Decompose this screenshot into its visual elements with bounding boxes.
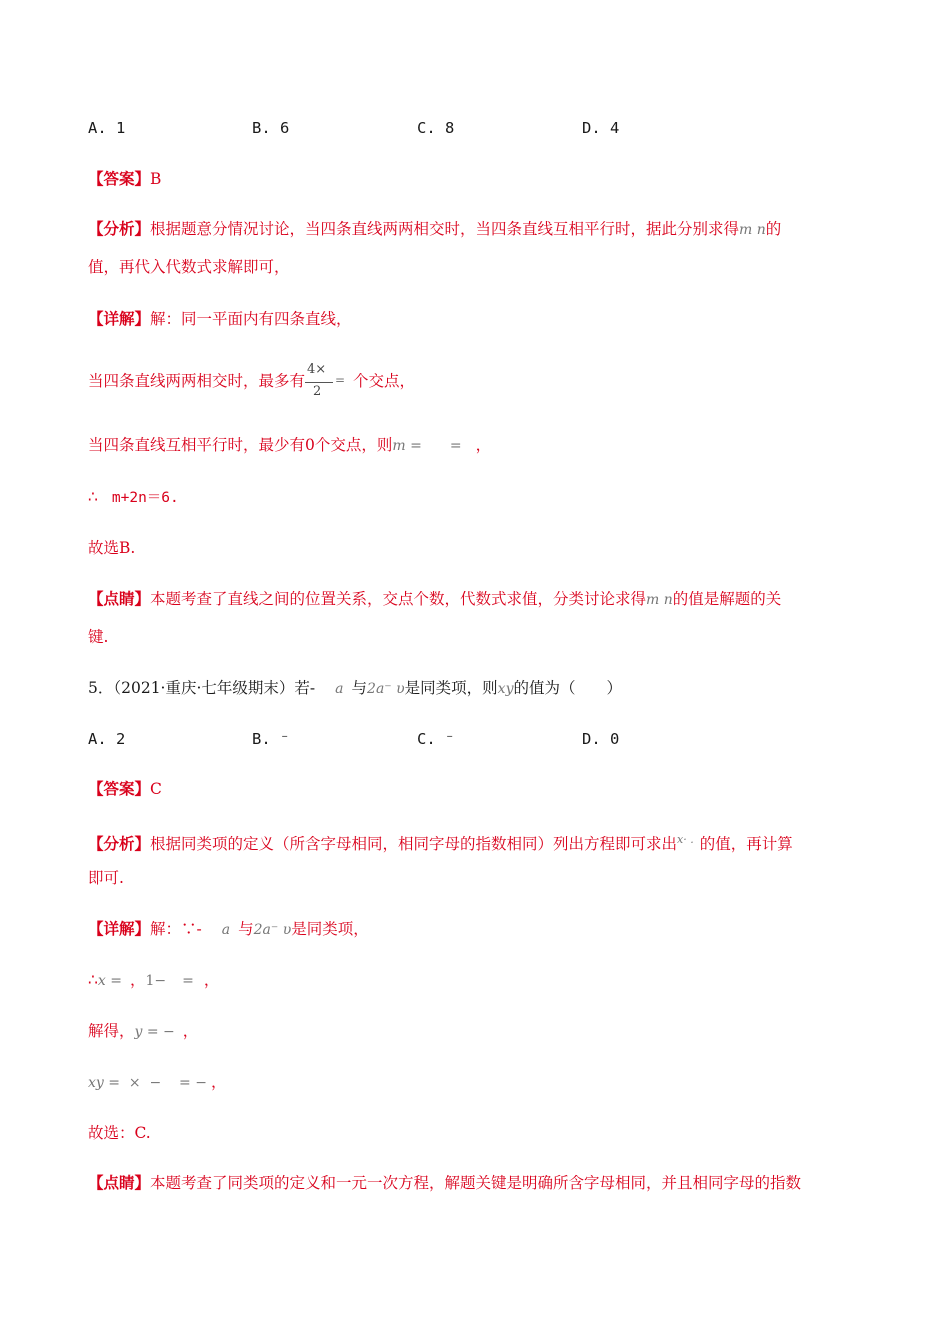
q5-analysis-line-2: 即可. <box>88 869 124 887</box>
q4-detail-text-2b: 个交点， <box>353 372 416 390</box>
q5-detail-math-1: a <box>221 922 231 938</box>
q5-detail-therefore: ∴ <box>88 971 98 989</box>
q5-detail-text-4b: ， <box>210 1073 227 1091</box>
q5-point-line-1 <box>88 1172 801 1194</box>
q4-point-tag: 【点睛】 <box>88 589 151 608</box>
q4-detail-text-4b: m+2n＝6. <box>111 490 179 506</box>
q4-detail-line-1 <box>88 308 352 330</box>
q5-analysis-line-1 <box>88 829 793 855</box>
q5-option-b: B. ⁻ <box>252 730 290 748</box>
q4-fraction-numerator: 4× <box>307 362 327 377</box>
q5-answer-line <box>88 778 162 800</box>
q4-detail-line-3 <box>88 434 491 457</box>
q5-detail-math-xy: xy = × − = − <box>88 1075 207 1091</box>
q4-point-line-2: 键. <box>88 628 109 646</box>
q4-detail-math-eq: = <box>449 438 462 454</box>
q4-option-d: D. 4 <box>582 119 620 137</box>
q5-detail-text-1a: 解：∵- <box>150 920 202 938</box>
q5-stem-text-a: 5．（2021·重庆·七年级期末）若- <box>88 679 316 697</box>
q5-stem-math-1: a <box>335 681 344 697</box>
q5-point-text-1: 本题考查了同类项的定义和一元一次方程，解题关键是明确所含字母相同，并且相同字母的指数 <box>150 1174 802 1192</box>
q4-analysis-text-1: 根据题意分情况讨论，当四条直线两两相交时，当四条直线互相平行时，据此分别求得 <box>150 220 740 238</box>
q5-detail-math-eq: = <box>182 973 194 989</box>
q5-detail-line-5: 故选：C. <box>88 1124 151 1142</box>
q4-fraction-denominator: 2 <box>313 384 322 399</box>
q4-detail-text-1: 解：同一平面内有四条直线， <box>150 310 352 328</box>
q4-detail-tag: 【详解】 <box>88 309 151 328</box>
q5-detail-text-3a: 解得， <box>88 1022 135 1040</box>
q4-option-b: B. 6 <box>252 119 290 137</box>
q4-detail-line-4 <box>88 486 179 509</box>
q4-point-math: m n <box>646 592 673 608</box>
q4-answer-value: B <box>150 170 162 188</box>
q4-answer-line <box>88 168 161 190</box>
q5-detail-text-1b: 与 <box>238 920 254 938</box>
q5-detail-line-2 <box>88 969 219 992</box>
q5-answer-value: C <box>150 780 162 798</box>
q5-detail-line-1 <box>88 918 369 941</box>
q5-answer-tag: 【答案】 <box>88 779 151 798</box>
q4-analysis-line-2: 值，再代入代数式求解即可， <box>88 258 290 276</box>
q5-stem-text-d: 的值为（ ） <box>513 679 622 697</box>
q5-stem-math-2: 2a <box>367 681 385 697</box>
q5-detail-line-4 <box>88 1071 226 1094</box>
q4-therefore: ∴ <box>88 488 98 506</box>
q4-point-text-1b: 的值是解题的关 <box>672 590 782 608</box>
q5-detail-text-1c: 是同类项， <box>291 920 369 938</box>
q4-option-c: C. 8 <box>417 119 455 137</box>
q4-detail-text-3b: ， <box>475 436 492 454</box>
q4-fraction-bar <box>305 382 333 383</box>
q4-detail-text-3a: 当四条直线互相平行时，最少有0个交点，则 <box>88 436 393 454</box>
q4-detail-line-2 <box>88 360 415 402</box>
q5-stem-math-3: xy <box>497 681 514 697</box>
q5-stem <box>88 677 622 700</box>
q4-detail-text-2a: 当四条直线两两相交时，最多有 <box>88 372 306 390</box>
q4-detail-math-m: m = <box>392 438 422 454</box>
q5-analysis-text-1: 根据同类项的定义（所含字母相同，相同字母的指数相同）列出方程即可求出 <box>150 835 678 854</box>
q5-detail-math-y: y = − <box>134 1024 175 1040</box>
q5-detail-comma-1: ， <box>129 971 146 989</box>
q5-detail-math-2: 2a⁻ υ <box>253 922 292 938</box>
q4-answer-tag: 【答案】 <box>88 169 151 188</box>
q5-stem-math-2b: ⁻ υ <box>384 681 405 697</box>
q5-option-c: C. ⁻ <box>417 730 455 748</box>
q5-detail-comma-2: ， <box>203 971 220 989</box>
q5-option-d: D. 0 <box>582 730 620 748</box>
q5-stem-text-c: 是同类项，则 <box>404 679 498 697</box>
q4-point-line-1 <box>88 588 781 611</box>
q5-detail-text-3b: ， <box>182 1022 199 1040</box>
q4-analysis-text-1b: 的 <box>765 220 782 238</box>
q4-analysis-line-1 <box>88 218 781 241</box>
q5-analysis-text-1b: 的值，再计算 <box>699 835 793 854</box>
q5-point-tag: 【点睛】 <box>88 1173 151 1192</box>
q5-analysis-tag: 【分析】 <box>88 834 151 854</box>
q5-analysis-math: x· . <box>677 833 694 846</box>
q4-fraction <box>305 362 346 402</box>
q5-stem-text-b: 与 <box>351 679 368 697</box>
q5-detail-line-3 <box>88 1020 198 1043</box>
q4-option-a: A. 1 <box>88 119 126 137</box>
q5-detail-math-x: x = <box>97 973 122 989</box>
q4-fraction-equals: = <box>335 373 346 387</box>
q4-detail-line-5: 故选B. <box>88 539 136 557</box>
q4-analysis-math: m n <box>739 222 766 238</box>
q5-detail-math-1minus: 1− <box>145 973 167 989</box>
q5-option-a: A. 2 <box>88 730 126 748</box>
q4-point-text-1: 本题考查了直线之间的位置关系，交点个数，代数式求值，分类讨论求得 <box>150 590 647 608</box>
q4-analysis-tag: 【分析】 <box>88 219 151 238</box>
q5-detail-tag: 【详解】 <box>88 919 151 938</box>
